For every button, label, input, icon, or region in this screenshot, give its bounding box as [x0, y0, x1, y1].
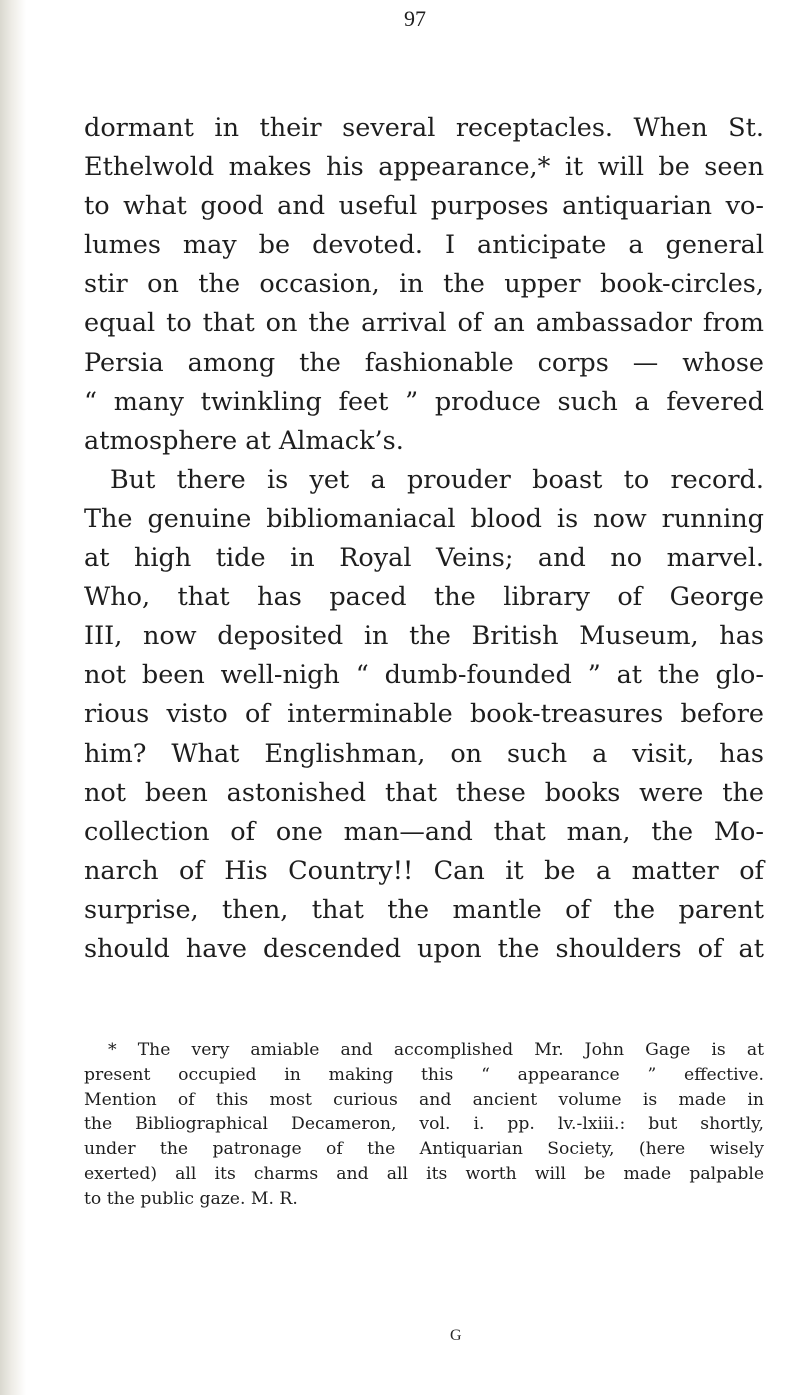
- footnote: [84, 1038, 764, 1212]
- footnote-line: under the patronage of the Antiquarian Society, (here wisely: [84, 1139, 764, 1160]
- body-line: surprise, then, that the mantle of the parent: [84, 894, 764, 925]
- footnote-line: present occupied in making this “ appearance ” effective.: [84, 1064, 764, 1085]
- body-line: at high tide in Royal Veins; and no marvel.: [84, 543, 764, 574]
- footnote-line: exerted) all its charms and all its worth will be made palpable: [84, 1163, 764, 1184]
- body-line: should have descended upon the shoulders of at: [84, 933, 764, 964]
- binding-gutter-shadow: [0, 0, 26, 1395]
- body-line: lumes may be devoted. I anticipate a general: [84, 230, 764, 261]
- footnote-line: the Bibliographical Decameron, vol. i. pp. lv.-lxiii.: but shortly,: [84, 1114, 764, 1135]
- signature-mark: G: [450, 1327, 462, 1344]
- body-line: dormant in their several receptacles. When St.: [84, 113, 764, 143]
- body-line: stir on the occasion, in the upper book-circles,: [84, 269, 764, 300]
- footnote-line: * The very amiable and accomplished Mr. John Gage is at: [108, 1040, 764, 1060]
- body-line: III, now deposited in the British Museum, has: [84, 621, 764, 652]
- body-line: Persia among the fashionable corps — whose: [84, 347, 764, 378]
- body-line: narch of His Country!! Can it be a matter of: [84, 855, 764, 886]
- body-line: not been astonished that these books were the: [84, 777, 764, 808]
- body-line: Who, that has paced the library of George: [84, 582, 764, 613]
- body-line: rious visto of interminable book-treasures before: [84, 699, 764, 730]
- body-line: collection of one man—and that man, the Mo-: [84, 816, 764, 847]
- footnote-line: to the public gaze. M. R.: [84, 1188, 298, 1209]
- body-text: [84, 109, 764, 969]
- page-number: 97: [404, 6, 426, 31]
- footnote-line: Mention of this most curious and ancient volume is made in: [84, 1089, 764, 1110]
- body-line: But there is yet a prouder boast to record.: [110, 464, 764, 495]
- body-line: atmosphere at Almack’s.: [84, 425, 404, 456]
- body-line: to what good and useful purposes antiquarian vo-: [84, 191, 764, 222]
- body-line: him? What Englishman, on such a visit, has: [84, 738, 764, 769]
- body-line: The genuine bibliomaniacal blood is now running: [84, 503, 764, 534]
- body-line: not been well-nigh “ dumb-founded ” at the glo-: [84, 660, 764, 691]
- body-line: “ many twinkling feet ” produce such a fevered: [84, 386, 764, 417]
- body-line: Ethelwold makes his appearance,* it will be seen: [84, 152, 764, 183]
- body-line: equal to that on the arrival of an ambassador from: [84, 308, 764, 339]
